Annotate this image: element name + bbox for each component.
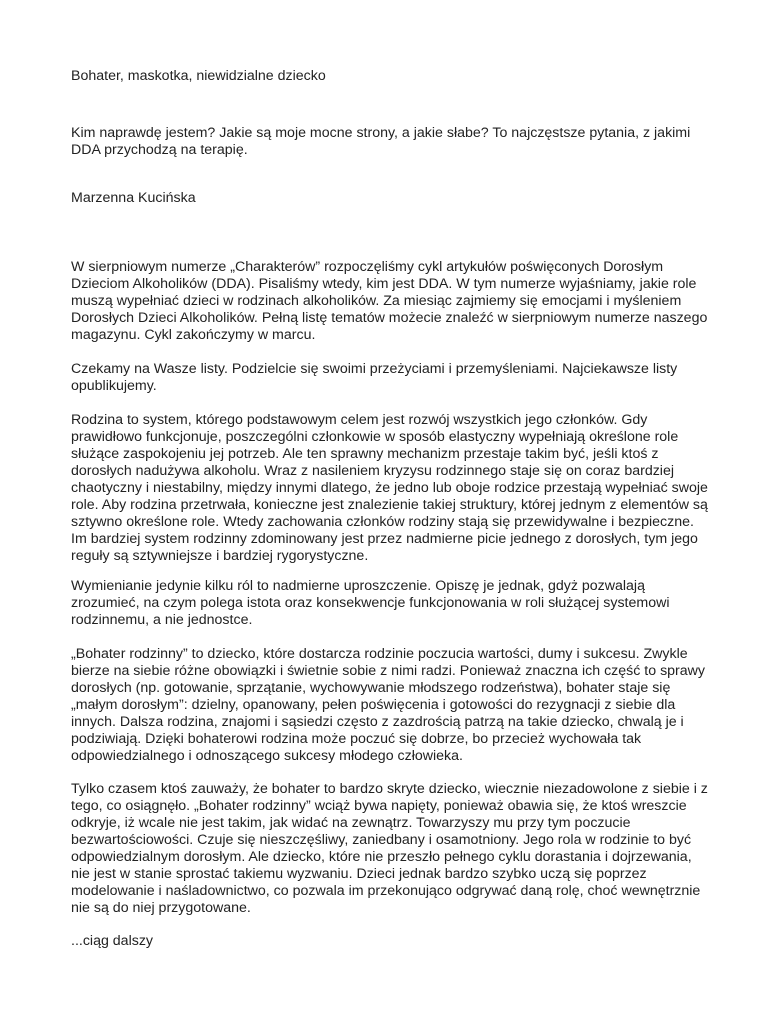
body-paragraph: Wymienianie jedynie kilku ról to nadmierne uproszczenie. Opiszę je jednak, gdyż pozwalają zrozumieć, na czym polega istota oraz konsekwencje funkcjonowania w roli służącej systemowi rodzinnemu, a nie jednostce. [71, 578, 670, 628]
body-paragraph: „Bohater rodzinny” to dziecko, które dostarcza rodzinie poczucia wartości, dumy i sukcesu. Zwykle bierze na siebie różne obowiązki i świetnie sobie z nimi radzi. Ponieważ znaczna ich część to sprawy dorosłych (np. gotowanie, sprzątanie, wychowywanie młodszego rodzeństwa), bohater staje się „małym dorosłym”: dzielny, opanowany, pełen poświęcenia i gotowości do rezygnacji z siebie dla innych. Dalsza rodzina, znajomi i sąsiedzi często z zazdrością patrzą na takie dziecko, chwalą je i podziwiają. Dzięki bohaterowi rodzina może poczuć się dobrze, bo przecież wychowała tak odpowiedzialnego i odnoszącego sukcesy młodego człowieka. [71, 646, 706, 764]
body-paragraph: Rodzina to system, którego podstawowym celem jest rozwój wszystkich jego członków. Gdy prawidłowo funkcjonuje, poszczególni członkowie w sposób elastyczny wypełniają określone role służące zaspokojeniu jej potrzeb. Ale ten sprawny mechanizm przestaje takim być, jeśli ktoś z dorosłych nadużywa alkoholu. Wraz z nasileniem kryzysu rodzinnego staje się on coraz bardziej chaotyczny i niestabilny, między innymi dlatego, że jedno lub oboje rodzice przestają wypełniać swoje role. Aby rodzina przetrwała, konieczne jest znalezienie takiej struktury, której jednym z elementów są sztywno określone role. Wtedy zachowania członków rodziny stają się przewidywalne i bezpieczne. Im bardziej system rodzinny zdominowany jest przez nadmierne picie jednego z dorosłych, tym jego reguły są sztywniejsze i bardziej rygorystyczne. [71, 412, 708, 564]
continued-note: ...ciąg dalszy [71, 933, 154, 949]
article-author: Marzenna Kucińska [71, 190, 196, 206]
article-lead: Kim naprawdę jestem? Jakie są moje mocne strony, a jakie słabe? To najczęstsze pytania, z jakimi DDA przychodzą na terapię. [71, 125, 691, 158]
body-paragraph: Tylko czasem ktoś zauważy, że bohater to bardzo skryte dziecko, wiecznie niezadowolone z siebie i z tego, co osiągnęło. „Bohater rodzinny” wciąż bywa napięty, ponieważ obawia się, że ktoś wreszcie odkryje, iż wcale nie jest takim, jak widać na zewnątrz. Towarzyszy mu przy tym poczucie bezwartościowości. Czuje się nieszczęśliwy, zaniedbany i osamotniony. Jego rola w rodzinie to być odpowiedzialnym dorosłym. Ale dziecko, które nie przeszło pełnego cyklu dorastania i dojrzewania, nie jest w stanie sprostać takiemu wyzwaniu. Dzieci jednak bardzo szybko uczą się poprzez modelowanie i naśladownictwo, co pozwala im przekonująco odgrywać daną rolę, choć wewnętrznie nie są do niej przygotowane. [71, 781, 708, 916]
article-title: Bohater, maskotka, niewidzialne dziecko [71, 68, 326, 84]
body-paragraph: W sierpniowym numerze „Charakterów” rozpoczęliśmy cykl artykułów poświęconych Dorosłym Dzieciom Alkoholików (DDA). Pisaliśmy wtedy, kim jest DDA. W tym numerze wyjaśniamy, jakie role muszą wypełniać dzieci w rodzinach alkoholików. Za miesiąc zajmiemy się emocjami i myśleniem Dorosłych Dzieci Alkoholików. Pełną listę tematów możecie znaleźć w sierpniowym numerze naszego magazynu. Cykl zakończymy w marcu. [71, 259, 708, 343]
body-paragraph: Czekamy na Wasze listy. Podzielcie się swoimi przeżyciami i przemyśleniami. Najciekawsze listy opublikujemy. [71, 361, 678, 394]
